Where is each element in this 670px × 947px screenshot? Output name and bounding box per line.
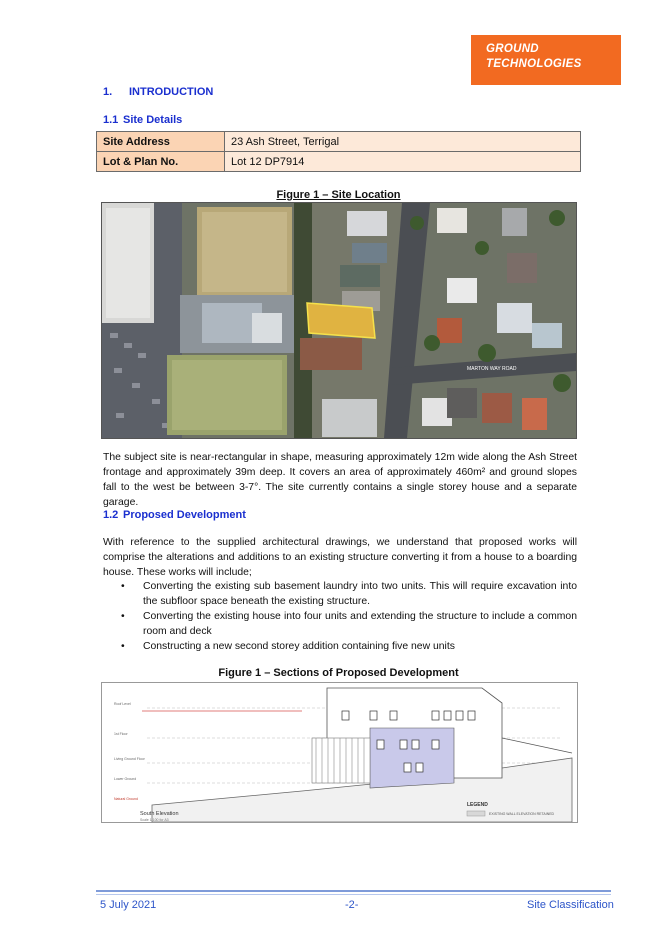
site-description-paragraph: The subject site is near-rectangular in shape, measuring approximately 12m wide along the Ash Street frontage and approximately 39m deep. It covers an area of approximately 460m² and ground slopes fall to the west be between 3-7°. The site currently contains a single storey house and a separate garage. bbox=[103, 452, 577, 508]
list-item: • Constructing a new second storey addition containing five new units bbox=[103, 639, 577, 654]
figure-1-caption: Figure 1 – Site Location bbox=[276, 189, 401, 201]
level-label: Lower Ground bbox=[114, 777, 137, 781]
section-heading-proposed-development bbox=[103, 509, 246, 521]
section-title: INTRODUCTION bbox=[129, 86, 214, 98]
lot-plan-label: Lot & Plan No. bbox=[97, 152, 225, 172]
list-item: • Converting the existing house into four units and extending the structure to include a common room and deck bbox=[103, 609, 577, 639]
site-details-table bbox=[96, 131, 581, 172]
site-address-label: Site Address bbox=[97, 132, 225, 152]
proposed-works-list bbox=[103, 579, 577, 654]
site-location-aerial-photo bbox=[101, 202, 577, 439]
street-label: MARTON WAY ROAD bbox=[467, 366, 517, 372]
proposed-works-intro: With reference to the supplied architectural drawings, we understand that proposed works will comprise the alterations and additions to an existing structure converting it from a house to a boarding house. These works will include; bbox=[103, 537, 577, 578]
table-row bbox=[97, 152, 581, 172]
table-row bbox=[97, 132, 581, 152]
south-elevation-drawing bbox=[101, 682, 578, 823]
legend-item: EXISTING WALL ELEVATION RETAINED bbox=[489, 812, 555, 816]
footer-page-number: -2- bbox=[345, 899, 359, 911]
footer-divider bbox=[96, 890, 611, 892]
level-label: Roof Level bbox=[114, 702, 131, 706]
subsection-number: 1.1 bbox=[103, 114, 119, 126]
subsection-title: Site Details bbox=[123, 114, 183, 126]
lot-plan-value: Lot 12 DP7914 bbox=[225, 152, 581, 172]
subsection-number: 1.2 bbox=[103, 509, 119, 521]
legend-title: LEGEND bbox=[467, 802, 488, 808]
subsection-title: Proposed Development bbox=[123, 509, 246, 521]
level-label: Living Ground Floor bbox=[114, 757, 145, 761]
level-label: 1st Floor bbox=[114, 732, 128, 736]
section-heading-site-details bbox=[103, 114, 182, 126]
level-label: Natural Ground bbox=[114, 797, 138, 801]
footer-date: 5 July 2021 bbox=[100, 899, 157, 911]
logo-line-1: GROUND bbox=[486, 43, 539, 55]
section-number: 1. bbox=[103, 86, 113, 98]
section-heading-introduction bbox=[103, 86, 213, 98]
site-address-value: 23 Ash Street, Terrigal bbox=[225, 132, 581, 152]
footer-divider-thin bbox=[96, 894, 611, 895]
company-logo bbox=[471, 35, 621, 85]
figure-2-caption: Figure 1 – Sections of Proposed Development bbox=[218, 667, 459, 679]
elevation-title: South Elevation bbox=[140, 811, 179, 817]
footer-title: Site Classification bbox=[527, 899, 614, 911]
logo-line-2: TECHNOLOGIES bbox=[486, 58, 582, 70]
elevation-scale: Scale 1:100 for A3 bbox=[140, 818, 169, 822]
list-item: • Converting the existing sub basement laundry into two units. This will require excavation into the subfloor space beneath the existing structure. bbox=[103, 579, 577, 609]
